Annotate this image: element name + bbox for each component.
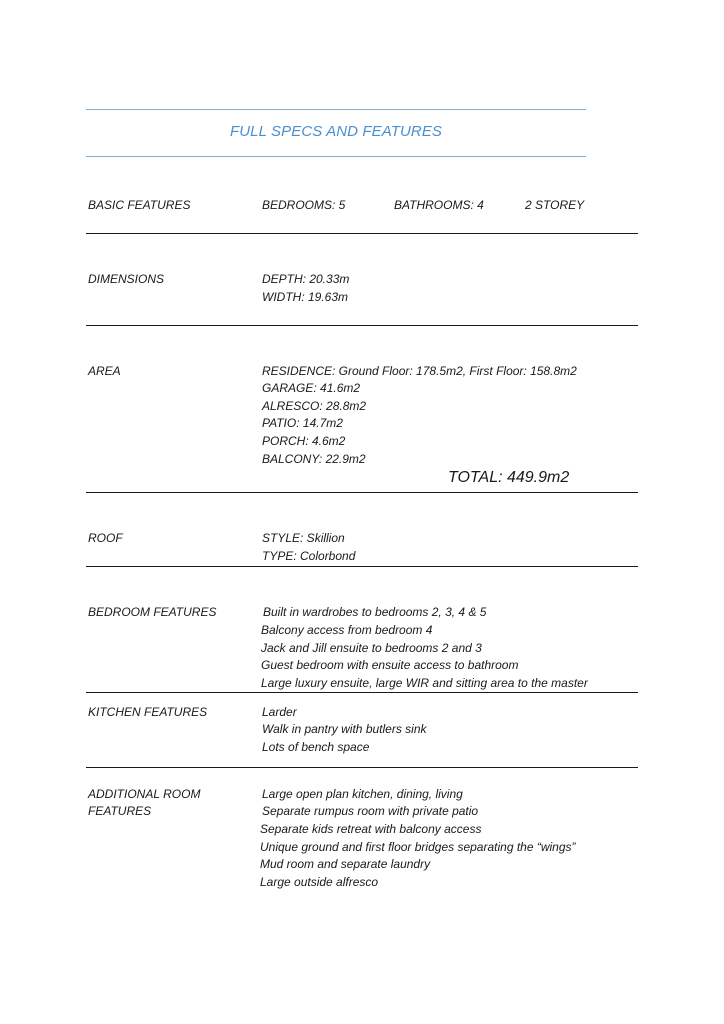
- page-title: FULL SPECS AND FEATURES: [229, 123, 443, 140]
- title-bottom-rule: [86, 156, 586, 157]
- roof-label: ROOF: [88, 531, 123, 545]
- basic-features-label: BASIC FEATURES: [88, 198, 191, 212]
- area-line: PATIO: 14.7m2: [262, 416, 343, 430]
- additional-feature-line: Unique ground and first floor bridges separating the “wings”: [260, 840, 576, 854]
- area-line: BALCONY: 22.9m2: [262, 452, 366, 466]
- storey-value: 2 STOREY: [525, 198, 585, 212]
- area-total: TOTAL: 449.9m2: [448, 469, 570, 486]
- section-divider: [86, 233, 638, 234]
- bedrooms-value: BEDROOMS: 5: [262, 198, 346, 212]
- area-line: RESIDENCE: Ground Floor: 178.5m2, First Floor: 158.8m2: [262, 364, 577, 378]
- additional-features-label: ADDITIONAL ROOM: [88, 787, 201, 801]
- area-label: AREA: [88, 364, 121, 378]
- bedroom-feature-line: Large luxury ensuite, large WIR and sitting area to the master: [261, 676, 588, 690]
- additional-feature-line: Separate kids retreat with balcony access: [260, 822, 482, 836]
- bedroom-feature-line: Balcony access from bedroom 4: [261, 623, 433, 637]
- section-divider: [86, 566, 638, 567]
- width-value: WIDTH: 19.63m: [262, 290, 349, 304]
- dimensions-label: DIMENSIONS: [88, 272, 165, 286]
- bedroom-feature-line: Guest bedroom with ensuite access to bathroom: [261, 658, 519, 672]
- additional-features-label-cont: FEATURES: [88, 804, 152, 818]
- depth-value: DEPTH: 20.33m: [262, 272, 350, 286]
- kitchen-features-label: KITCHEN FEATURES: [88, 705, 208, 719]
- additional-feature-line: Large outside alfresco: [260, 875, 379, 889]
- bedroom-feature-line: Built in wardrobes to bedrooms 2, 3, 4 & 5: [263, 605, 487, 619]
- kitchen-feature-line: Lots of bench space: [262, 740, 370, 754]
- area-line: PORCH: 4.6m2: [262, 434, 346, 448]
- section-divider: [86, 492, 638, 493]
- kitchen-feature-line: Larder: [262, 705, 297, 719]
- title-top-rule: [86, 109, 586, 110]
- roof-style-value: STYLE: Skillion: [262, 531, 345, 545]
- area-line: GARAGE: 41.6m2: [262, 381, 361, 395]
- kitchen-feature-line: Walk in pantry with butlers sink: [262, 722, 427, 736]
- section-divider: [86, 767, 638, 768]
- area-line: ALRESCO: 28.8m2: [262, 399, 367, 413]
- bedroom-feature-line: Jack and Jill ensuite to bedrooms 2 and 3: [261, 641, 482, 655]
- additional-feature-line: Large open plan kitchen, dining, living: [262, 787, 463, 801]
- bathrooms-value: BATHROOMS: 4: [394, 198, 484, 212]
- section-divider: [86, 692, 638, 693]
- roof-type-value: TYPE: Colorbond: [262, 549, 356, 563]
- additional-feature-line: Mud room and separate laundry: [260, 857, 431, 871]
- section-divider: [86, 325, 638, 326]
- bedroom-features-label: BEDROOM FEATURES: [88, 605, 217, 619]
- additional-feature-line: Separate rumpus room with private patio: [262, 804, 479, 818]
